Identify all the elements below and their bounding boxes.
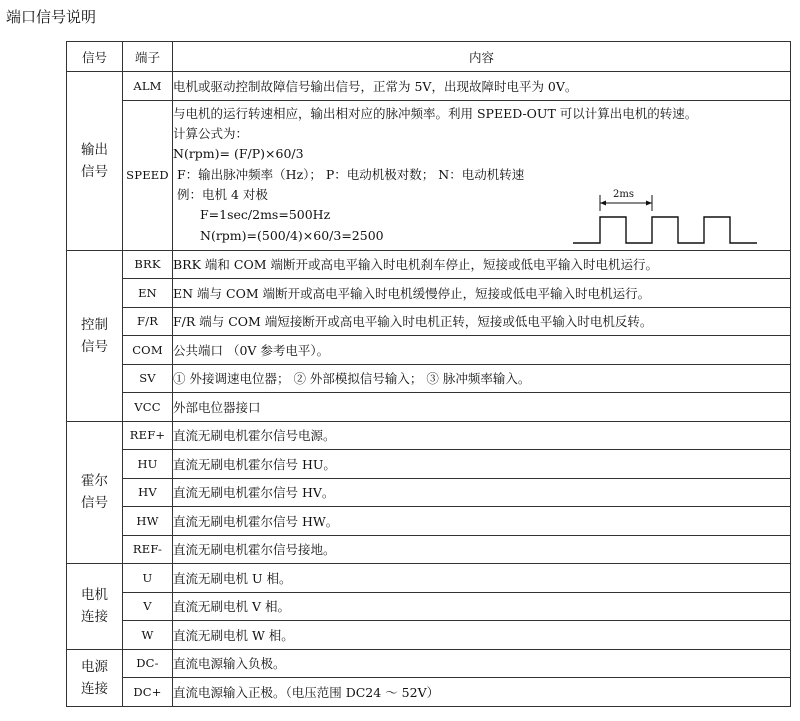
group-output-signal: 输出 信号 — [67, 72, 123, 251]
port-signal-table — [66, 41, 791, 707]
pulse-waveform-diagram — [569, 185, 759, 249]
header-content: 内容 — [173, 42, 791, 72]
content-cell: EN 端与 COM 端断开或高电平输入时电机缓慢停止，短接或低电平输入时电机运行。 — [173, 279, 791, 308]
content-cell: ① 外接调速电位器； ② 外部模拟信号输入； ③ 脉冲频率输入。 — [173, 364, 791, 393]
speed-line: 与电机的运行转速相应，输出相对应的脉冲频率。利用 SPEED-OUT 可以计算出电机的转速。 — [173, 105, 698, 121]
content-cell: F/R 端与 COM 端短接断开或高电平输入时电机正转，短接或低电平输入时电机反转。 — [173, 307, 791, 336]
content-cell: 公共端口 （0V 参考电平）。 — [173, 336, 791, 365]
terminal-cell: HV — [123, 478, 173, 507]
content-cell: 直流无刷电机霍尔信号 HV。 — [173, 478, 791, 507]
terminal-cell: SV — [123, 364, 173, 393]
content-cell: 电机或驱动控制故障信号输出信号，正常为 5V，出现故障时电平为 0V。 — [173, 72, 791, 101]
content-cell: 直流无刷电机 W 相。 — [173, 621, 791, 650]
terminal-cell: W — [123, 621, 173, 650]
table-row — [67, 450, 791, 479]
speed-formula: N(rpm)= (F/P)×60/3 — [173, 146, 304, 162]
table-row — [67, 72, 791, 101]
pulse-width-label: 2ms — [613, 188, 634, 200]
table-row — [67, 478, 791, 507]
table-row — [67, 250, 791, 279]
content-cell: 直流无刷电机 V 相。 — [173, 592, 791, 621]
speed-description — [173, 100, 791, 250]
terminal-cell: BRK — [123, 250, 173, 279]
table-row — [67, 336, 791, 365]
group-hall-signal: 霍尔 信号 — [67, 421, 123, 564]
table-row — [67, 535, 791, 564]
speed-line: N(rpm)=(500/4)×60/3=2500 — [200, 227, 384, 243]
content-cell: 直流无刷电机霍尔信号 HW。 — [173, 507, 791, 536]
content-cell: 直流电源输入正极。（电压范围 DC24 ～ 52V） — [173, 678, 791, 707]
speed-line: 例：电机 4 对极 — [177, 187, 268, 203]
header-signal: 信号 — [67, 42, 123, 72]
terminal-cell: HU — [123, 450, 173, 479]
terminal-cell: HW — [123, 507, 173, 536]
terminal-cell: REF+ — [123, 421, 173, 450]
speed-line: F=1sec/2ms=500Hz — [200, 207, 331, 223]
terminal-cell: VCC — [123, 393, 173, 422]
content-cell: 直流无刷电机霍尔信号 HU。 — [173, 450, 791, 479]
terminal-cell: SPEED — [123, 100, 173, 250]
table-row — [67, 649, 791, 678]
dimension-arrow — [646, 200, 652, 205]
page-title: 端口信号说明 — [6, 8, 97, 26]
table-row — [67, 621, 791, 650]
content-cell: BRK 端和 COM 端断开或高电平输入时电机刹车停止，短接或低电平输入时电机运行。 — [173, 250, 791, 279]
terminal-cell: U — [123, 564, 173, 593]
terminal-cell: F/R — [123, 307, 173, 336]
speed-line: 计算公式为： — [173, 125, 249, 141]
header-terminal: 端子 — [123, 42, 173, 72]
group-motor-connection: 电机 连接 — [67, 564, 123, 650]
dimension-arrow — [600, 200, 606, 205]
table-row — [67, 100, 791, 250]
table-row — [67, 507, 791, 536]
table-row — [67, 393, 791, 422]
terminal-cell: EN — [123, 279, 173, 308]
group-control-signal: 控制 信号 — [67, 250, 123, 421]
content-cell: 直流无刷电机霍尔信号接地。 — [173, 535, 791, 564]
table-row — [67, 678, 791, 707]
table-row — [67, 307, 791, 336]
table-row — [67, 279, 791, 308]
content-cell: 直流无刷电机 U 相。 — [173, 564, 791, 593]
content-cell: 直流无刷电机霍尔信号电源。 — [173, 421, 791, 450]
group-power-connection: 电源 连接 — [67, 649, 123, 706]
terminal-cell: V — [123, 592, 173, 621]
terminal-cell: DC+ — [123, 678, 173, 707]
table-row — [67, 364, 791, 393]
speed-line: F：输出脉冲频率（Hz）； P：电动机极对数； N：电动机转速 — [177, 166, 525, 182]
terminal-cell: REF- — [123, 535, 173, 564]
table-row — [67, 421, 791, 450]
terminal-cell: COM — [123, 336, 173, 365]
pulse-waveform — [573, 217, 757, 243]
table-row — [67, 564, 791, 593]
content-cell: 直流电源输入负极。 — [173, 649, 791, 678]
terminal-cell: ALM — [123, 72, 173, 101]
terminal-cell: DC- — [123, 649, 173, 678]
content-cell: 外部电位器接口 — [173, 393, 791, 422]
table-header-row — [67, 42, 791, 72]
table-row — [67, 592, 791, 621]
